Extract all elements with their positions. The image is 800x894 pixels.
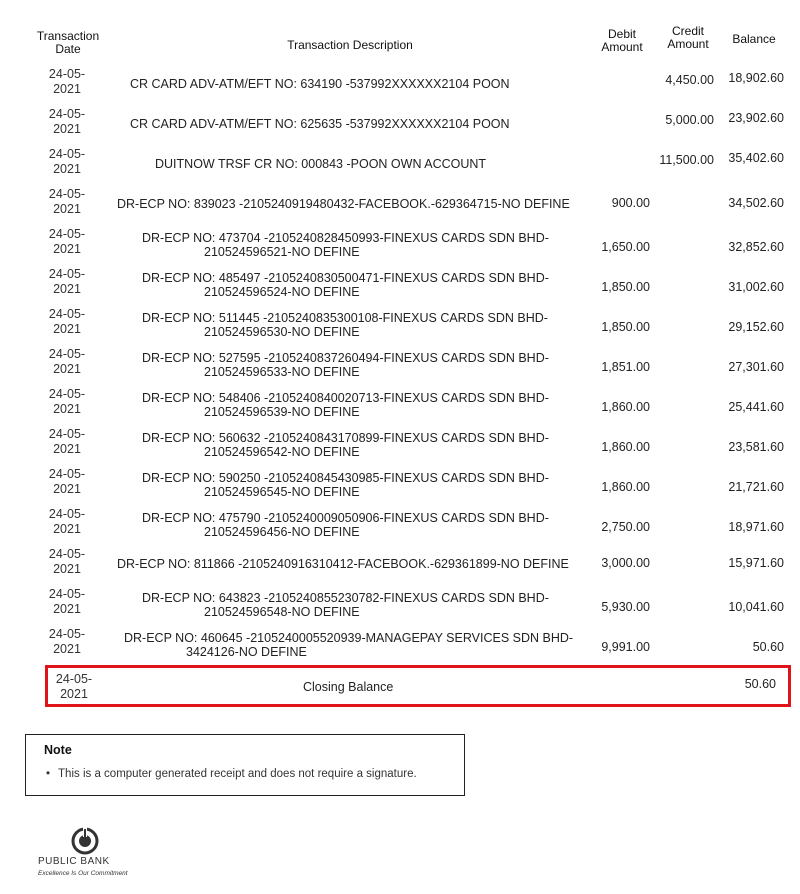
- transaction-description: [142, 511, 549, 539]
- transaction-date: 24-05- 2021: [48, 307, 86, 336]
- table-row: [0, 307, 800, 347]
- description-line: DR-ECP NO: 560632 -2105240843170899-FINEXUS CARDS SDN BHD-: [142, 431, 549, 445]
- table-row: [0, 467, 800, 507]
- transaction-description: [142, 311, 548, 339]
- balance-amount: 18,971.60: [728, 520, 784, 534]
- transaction-description: [117, 197, 570, 211]
- balance-amount: 35,402.60: [728, 151, 784, 165]
- description-line: DR-ECP NO: 473704 -2105240828450993-FINEXUS CARDS SDN BHD-: [142, 231, 549, 245]
- transaction-description: [142, 591, 549, 619]
- debit-amount: 5,930.00: [601, 600, 650, 614]
- debit-amount: 9,991.00: [601, 640, 650, 654]
- table-row: [0, 147, 800, 187]
- debit-amount: 1,650.00: [601, 240, 650, 254]
- balance-amount: 18,902.60: [728, 71, 784, 85]
- transaction-date: 24-05- 2021: [48, 107, 86, 136]
- description-line: 3424126-NO DEFINE: [186, 645, 307, 659]
- description-line: DR-ECP NO: 475790 -2105240009050906-FINEXUS CARDS SDN BHD-: [142, 511, 549, 525]
- description-line: DR-ECP NO: 590250 -2105240845430985-FINEXUS CARDS SDN BHD-: [142, 471, 549, 485]
- debit-amount: 3,000.00: [601, 556, 650, 570]
- balance-amount: 23,581.60: [728, 440, 784, 454]
- transaction-description: [124, 631, 573, 659]
- transaction-date: 24-05- 2021: [48, 147, 86, 176]
- transaction-date: 24-05- 2021: [48, 627, 86, 656]
- balance-amount: 32,852.60: [728, 240, 784, 254]
- header-balance: Balance: [732, 32, 776, 46]
- transaction-date: 24-05- 2021: [48, 547, 86, 576]
- transaction-description: [130, 77, 510, 91]
- description-line: DR-ECP NO: 811866 -2105240916310412-FACEBOOK.-629361899-NO DEFINE: [117, 557, 569, 571]
- description-line: DR-ECP NO: 839023 -2105240919480432-FACEBOOK.-629364715-NO DEFINE: [117, 197, 570, 211]
- closing-balance-row: [45, 665, 791, 707]
- table-row: [0, 227, 800, 267]
- balance-amount: 15,971.60: [728, 556, 784, 570]
- transaction-date: 24-05- 2021: [48, 187, 86, 216]
- credit-amount: 5,000.00: [665, 113, 714, 127]
- description-line: 210524596545-NO DEFINE: [204, 485, 360, 499]
- transaction-date: 24-05- 2021: [48, 347, 86, 376]
- description-line: 210524596539-NO DEFINE: [204, 405, 360, 419]
- description-line: 210524596456-NO DEFINE: [204, 525, 360, 539]
- balance-amount: 29,152.60: [728, 320, 784, 334]
- description-line: 210524596530-NO DEFINE: [204, 325, 360, 339]
- header-transaction-description: Transaction Description: [287, 38, 413, 52]
- header-transaction-date: Transaction Date: [36, 29, 100, 56]
- closing-balance-value: 50.60: [744, 677, 776, 691]
- balance-amount: 21,721.60: [728, 480, 784, 494]
- description-line: DR-ECP NO: 511445 -2105240835300108-FINEXUS CARDS SDN BHD-: [142, 311, 548, 325]
- credit-amount: 4,450.00: [665, 73, 714, 87]
- debit-amount: 900.00: [611, 196, 650, 210]
- table-row: [0, 627, 800, 667]
- balance-amount: 27,301.60: [728, 360, 784, 374]
- transaction-description: [142, 391, 549, 419]
- transaction-date: 24-05- 2021: [48, 67, 86, 96]
- credit-amount: 11,500.00: [659, 153, 714, 167]
- transaction-date: 24-05- 2021: [48, 587, 86, 616]
- public-bank-logo: [38, 826, 138, 886]
- table-row: [0, 507, 800, 547]
- transaction-date: 24-05- 2021: [48, 507, 86, 536]
- table-row: [0, 547, 800, 587]
- description-line: DR-ECP NO: 527595 -2105240837260494-FINEXUS CARDS SDN BHD-: [142, 351, 549, 365]
- transaction-description: [142, 351, 549, 379]
- transaction-date: 24-05- 2021: [48, 427, 86, 456]
- bank-tagline: Excellence Is Our Commitment: [38, 870, 128, 877]
- header-credit-amount: Credit Amount: [667, 24, 709, 51]
- transaction-description: [142, 231, 549, 259]
- balance-amount: 10,041.60: [728, 600, 784, 614]
- note-text: This is a computer generated receipt and does not require a signature.: [58, 768, 417, 780]
- table-row: [0, 67, 800, 107]
- description-line: CR CARD ADV-ATM/EFT NO: 625635 -537992XXXXXX2104 POON: [130, 117, 510, 131]
- transaction-date: 24-05- 2021: [48, 387, 86, 416]
- transaction-description: [142, 431, 549, 459]
- closing-date: 24-05- 2021: [55, 672, 93, 701]
- transaction-description: [155, 157, 486, 171]
- debit-amount: 1,851.00: [601, 360, 650, 374]
- balance-amount: 50.60: [752, 640, 784, 654]
- table-row: [0, 107, 800, 147]
- bullet-icon: •: [46, 768, 51, 780]
- debit-amount: 1,850.00: [601, 280, 650, 294]
- description-line: DR-ECP NO: 460645 -2105240005520939-MANAGEPAY SERVICES SDN BHD-: [124, 631, 574, 645]
- description-line: DR-ECP NO: 643823 -2105240855230782-FINEXUS CARDS SDN BHD-: [142, 591, 549, 605]
- balance-amount: 31,002.60: [728, 280, 784, 294]
- description-line: DUITNOW TRSF CR NO: 000843 -POON OWN ACCOUNT: [155, 157, 487, 171]
- debit-amount: 1,850.00: [601, 320, 650, 334]
- note-box: [25, 734, 465, 796]
- balance-amount: 34,502.60: [728, 196, 784, 210]
- description-line: DR-ECP NO: 485497 -2105240830500471-FINEXUS CARDS SDN BHD-: [142, 271, 549, 285]
- transaction-description: [142, 471, 549, 499]
- description-line: 210524596521-NO DEFINE: [204, 245, 360, 259]
- header-debit-amount: Debit Amount: [601, 27, 643, 54]
- table-row: [0, 427, 800, 467]
- transaction-date: 24-05- 2021: [48, 467, 86, 496]
- debit-amount: 1,860.00: [601, 440, 650, 454]
- note-title: Note: [44, 743, 72, 757]
- description-line: CR CARD ADV-ATM/EFT NO: 634190 -537992XXXXXX2104 POON: [130, 77, 510, 91]
- transaction-date: 24-05- 2021: [48, 227, 86, 256]
- table-row: [0, 387, 800, 427]
- closing-balance-label: Closing Balance: [303, 680, 394, 694]
- transaction-description: [117, 557, 569, 571]
- description-line: 210524596542-NO DEFINE: [204, 445, 360, 459]
- table-row: [0, 187, 800, 227]
- balance-amount: 25,441.60: [728, 400, 784, 414]
- description-line: 210524596533-NO DEFINE: [204, 365, 360, 379]
- transaction-description: [130, 117, 510, 131]
- table-row: [0, 347, 800, 387]
- table-row: [0, 587, 800, 627]
- transaction-description: [142, 271, 549, 299]
- debit-amount: 1,860.00: [601, 400, 650, 414]
- debit-amount: 2,750.00: [601, 520, 650, 534]
- balance-amount: 23,902.60: [728, 111, 784, 125]
- bank-emblem-icon: [70, 826, 100, 856]
- table-row: [0, 267, 800, 307]
- transaction-date: 24-05- 2021: [48, 267, 86, 296]
- description-line: 210524596524-NO DEFINE: [204, 285, 360, 299]
- bank-name: PUBLIC BANK: [38, 856, 110, 867]
- note-text-line: [46, 768, 417, 780]
- debit-amount: 1,860.00: [601, 480, 650, 494]
- description-line: 210524596548-NO DEFINE: [204, 605, 360, 619]
- description-line: DR-ECP NO: 548406 -2105240840020713-FINEXUS CARDS SDN BHD-: [142, 391, 549, 405]
